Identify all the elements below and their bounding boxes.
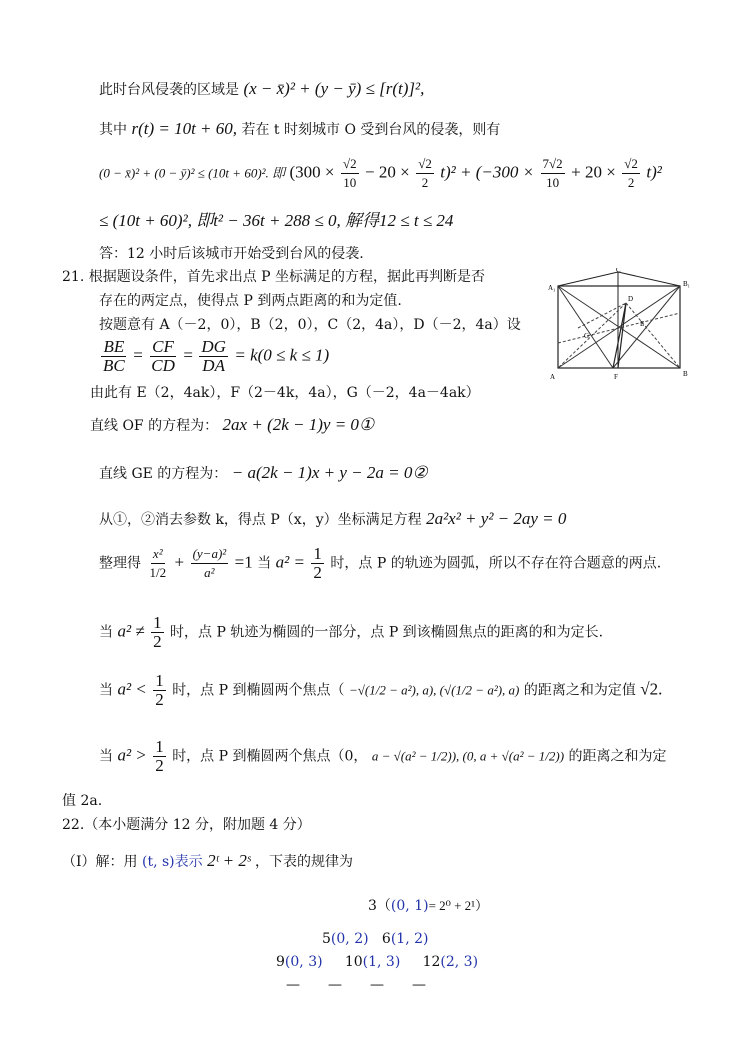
edge	[558, 286, 613, 368]
table-row	[286, 976, 426, 994]
fraction-numerator: √2	[622, 155, 640, 174]
formula: a² =	[275, 552, 305, 572]
text: 3（	[368, 898, 391, 914]
text: 直线 GE 的方程为：	[99, 466, 228, 482]
figure-label: A₁	[548, 284, 556, 292]
text: 12	[422, 954, 441, 970]
formula: t)²	[646, 162, 662, 182]
formula: a² <	[117, 679, 147, 699]
formula: (300 ×	[289, 162, 335, 182]
text: 时，点 P 的轨迹为圆弧，所以不存在符合题意的两点.	[330, 555, 662, 572]
formula: t)² + (−300 ×	[440, 162, 535, 182]
fraction-denominator: 1/2	[149, 565, 167, 580]
edge	[558, 272, 618, 286]
formula: 2ax + (2k − 1)y = 0①	[222, 415, 375, 434]
dashed-edge	[626, 303, 680, 368]
table-row	[368, 897, 488, 915]
formula: − a(2k − 1)x + y − 2a = 0②	[231, 463, 428, 482]
formula: + 20 ×	[571, 162, 616, 182]
question-22	[62, 816, 311, 834]
text: (1, 3)	[362, 954, 401, 970]
formula: (0 − x̄)² + (0 − ȳ)² ≤ (10t + 60)². 即	[99, 165, 286, 181]
ratio-line: $\frac{BE}{BC}$ = $\frac{CF}{CD}$ = $\frac{DG}{DA}$ = k(0 ≤ k ≤ 1)	[103, 337, 330, 375]
fraction-numerator: √2	[416, 155, 434, 174]
formula: a − √(a² − 1/2)), (0, a + √(a² − 1/2))	[371, 748, 565, 764]
text: 21. 根据题设条件，首先求出点 P 坐标满足的方程，据此再判断是否	[62, 269, 486, 285]
fraction-numerator: 1	[155, 671, 164, 690]
geometry-figure	[548, 268, 698, 383]
formula: a² >	[117, 745, 147, 765]
text-line	[99, 672, 662, 709]
fraction-denominator: a²	[204, 565, 215, 580]
fraction-denominator: 2	[313, 563, 322, 582]
formula: √2.	[640, 679, 663, 699]
text-line	[99, 245, 364, 263]
plus-sign: +	[174, 552, 185, 572]
text: 其中	[99, 122, 127, 138]
dashed-edge	[558, 303, 626, 368]
text-line	[62, 852, 353, 871]
text: 10	[344, 954, 363, 970]
formula: − 20 ×	[365, 162, 410, 182]
formula: ≤ (10t + 60)², 即t² − 36t + 288 ≤ 0, 解得12 ≤ t ≤ 24	[99, 211, 454, 230]
fraction-denominator: 10	[546, 175, 560, 190]
text: 22.（本小题满分 12 分，附加题 4 分）	[62, 817, 311, 833]
formula: (x − x̄)² + (y − ȳ) ≤ [r(t)]²,	[243, 79, 425, 98]
dashed-edge	[578, 303, 626, 328]
figure-label: B	[683, 370, 688, 378]
fraction-denominator: 2	[155, 690, 164, 709]
fraction-numerator: (y−a)²	[191, 545, 229, 564]
formula: r(t) = 10t + 60,	[131, 119, 238, 138]
fraction-denominator: 2	[421, 175, 429, 190]
figure-label: C	[616, 268, 621, 274]
question-21	[62, 268, 485, 286]
text: (2, 3)	[440, 954, 479, 970]
figure-label: E	[640, 320, 645, 328]
text-line	[90, 384, 480, 402]
fraction-denominator: 2	[155, 756, 164, 775]
formula: = k(0 ≤ k ≤ 1)	[234, 345, 330, 365]
figure-label: D	[628, 295, 634, 303]
answer-text: 答：12 小时后该城市开始受到台风的侵袭.	[99, 246, 364, 262]
text: 存在的两定点，使得点 P 到两点距离的和为定值.	[99, 293, 402, 309]
text: 值 2a.	[62, 793, 103, 809]
text: （Ⅰ）解：用	[62, 854, 138, 870]
fraction-numerator: 7√2	[541, 155, 565, 174]
formula: a² ≠	[117, 621, 145, 641]
table-row	[276, 953, 478, 971]
fraction-denominator: 2	[153, 632, 162, 651]
text: 6	[381, 931, 391, 947]
fraction-numerator: DG	[201, 337, 226, 356]
formula: 2ᵗ + 2ˢ	[207, 851, 251, 870]
text: 5	[322, 931, 331, 947]
text-line	[99, 614, 603, 651]
formula: =1	[234, 552, 253, 572]
text-line	[99, 120, 500, 139]
fraction-denominator: 10	[343, 175, 357, 190]
text: 此时台风侵袭的区域是	[99, 82, 239, 98]
figure-label: F	[614, 373, 618, 381]
text: 若在 t 时刻城市 O 受到台风的侵袭，则有	[241, 122, 501, 138]
fraction-numerator: 1	[153, 613, 162, 632]
text-line	[99, 80, 424, 99]
text: 当	[99, 682, 113, 699]
text: — — — —	[286, 977, 426, 993]
formula: = 2⁰ + 2¹）	[428, 898, 489, 913]
text: 时，点 P 轨迹为椭圆的一部分，点 P 到该椭圆焦点的距离的和为定长.	[170, 624, 604, 641]
text: 时，点 P 到椭圆两个焦点（0，	[172, 748, 368, 765]
figure-label: B₁	[683, 280, 691, 288]
text: 按题意有 A（－2，0），B（2，0），C（2，4a），D（－2，4a）设	[99, 317, 521, 333]
text-line	[90, 416, 374, 435]
text: 的距离之和为定	[568, 748, 667, 765]
fraction-denominator: 2	[627, 175, 635, 190]
text: (0, 2)	[330, 931, 369, 947]
text-line	[99, 316, 521, 334]
text-line	[99, 292, 402, 310]
fraction-numerator: 1	[155, 737, 164, 756]
text: 由此有 E（2，4ak），F（2－4k，4a），G（－2，4a－4ak）	[90, 385, 480, 401]
fraction-denominator: CD	[151, 356, 175, 375]
text-line	[99, 738, 667, 775]
text-line	[99, 464, 428, 483]
text: 当	[99, 624, 113, 641]
formula: −√(1/2 − a²), a), (√(1/2 − a²), a)	[348, 682, 520, 698]
text-line	[99, 212, 453, 231]
text: ，下表的规律为	[254, 854, 353, 870]
text-line	[99, 545, 661, 582]
text: 整理得	[99, 555, 141, 572]
text: 当	[257, 555, 272, 572]
text: (1, 2)	[390, 931, 429, 947]
table-row	[322, 930, 428, 948]
fraction-denominator: BC	[103, 356, 125, 375]
fraction-numerator: x²	[151, 545, 165, 564]
fraction-numerator: BE	[103, 337, 125, 356]
text-line	[99, 155, 662, 192]
figure-label: G	[584, 332, 590, 340]
fraction-numerator: 1	[313, 544, 322, 563]
text-line	[62, 792, 102, 810]
text-line	[99, 510, 566, 529]
text: 当	[99, 748, 113, 765]
figure-label: A	[550, 373, 556, 381]
text: (0, 1)	[390, 898, 429, 914]
formula: 2a²x² + y² − 2ay = 0	[426, 509, 567, 528]
text: (t, s)表示	[141, 854, 203, 870]
text: 9	[276, 954, 285, 970]
edge	[618, 272, 680, 286]
fraction-denominator: DA	[202, 356, 225, 375]
fraction-numerator: CF	[152, 337, 174, 356]
text: 从①，②消去参数 k，得点 P（x，y）坐标满足方程	[99, 512, 422, 528]
text: 时，点 P 到椭圆两个焦点（	[172, 682, 345, 699]
text: 的距离之和为定值	[523, 682, 636, 699]
text: 直线 OF 的方程为：	[90, 418, 219, 434]
fraction-numerator: √2	[341, 155, 359, 174]
text: (0, 3)	[284, 954, 323, 970]
